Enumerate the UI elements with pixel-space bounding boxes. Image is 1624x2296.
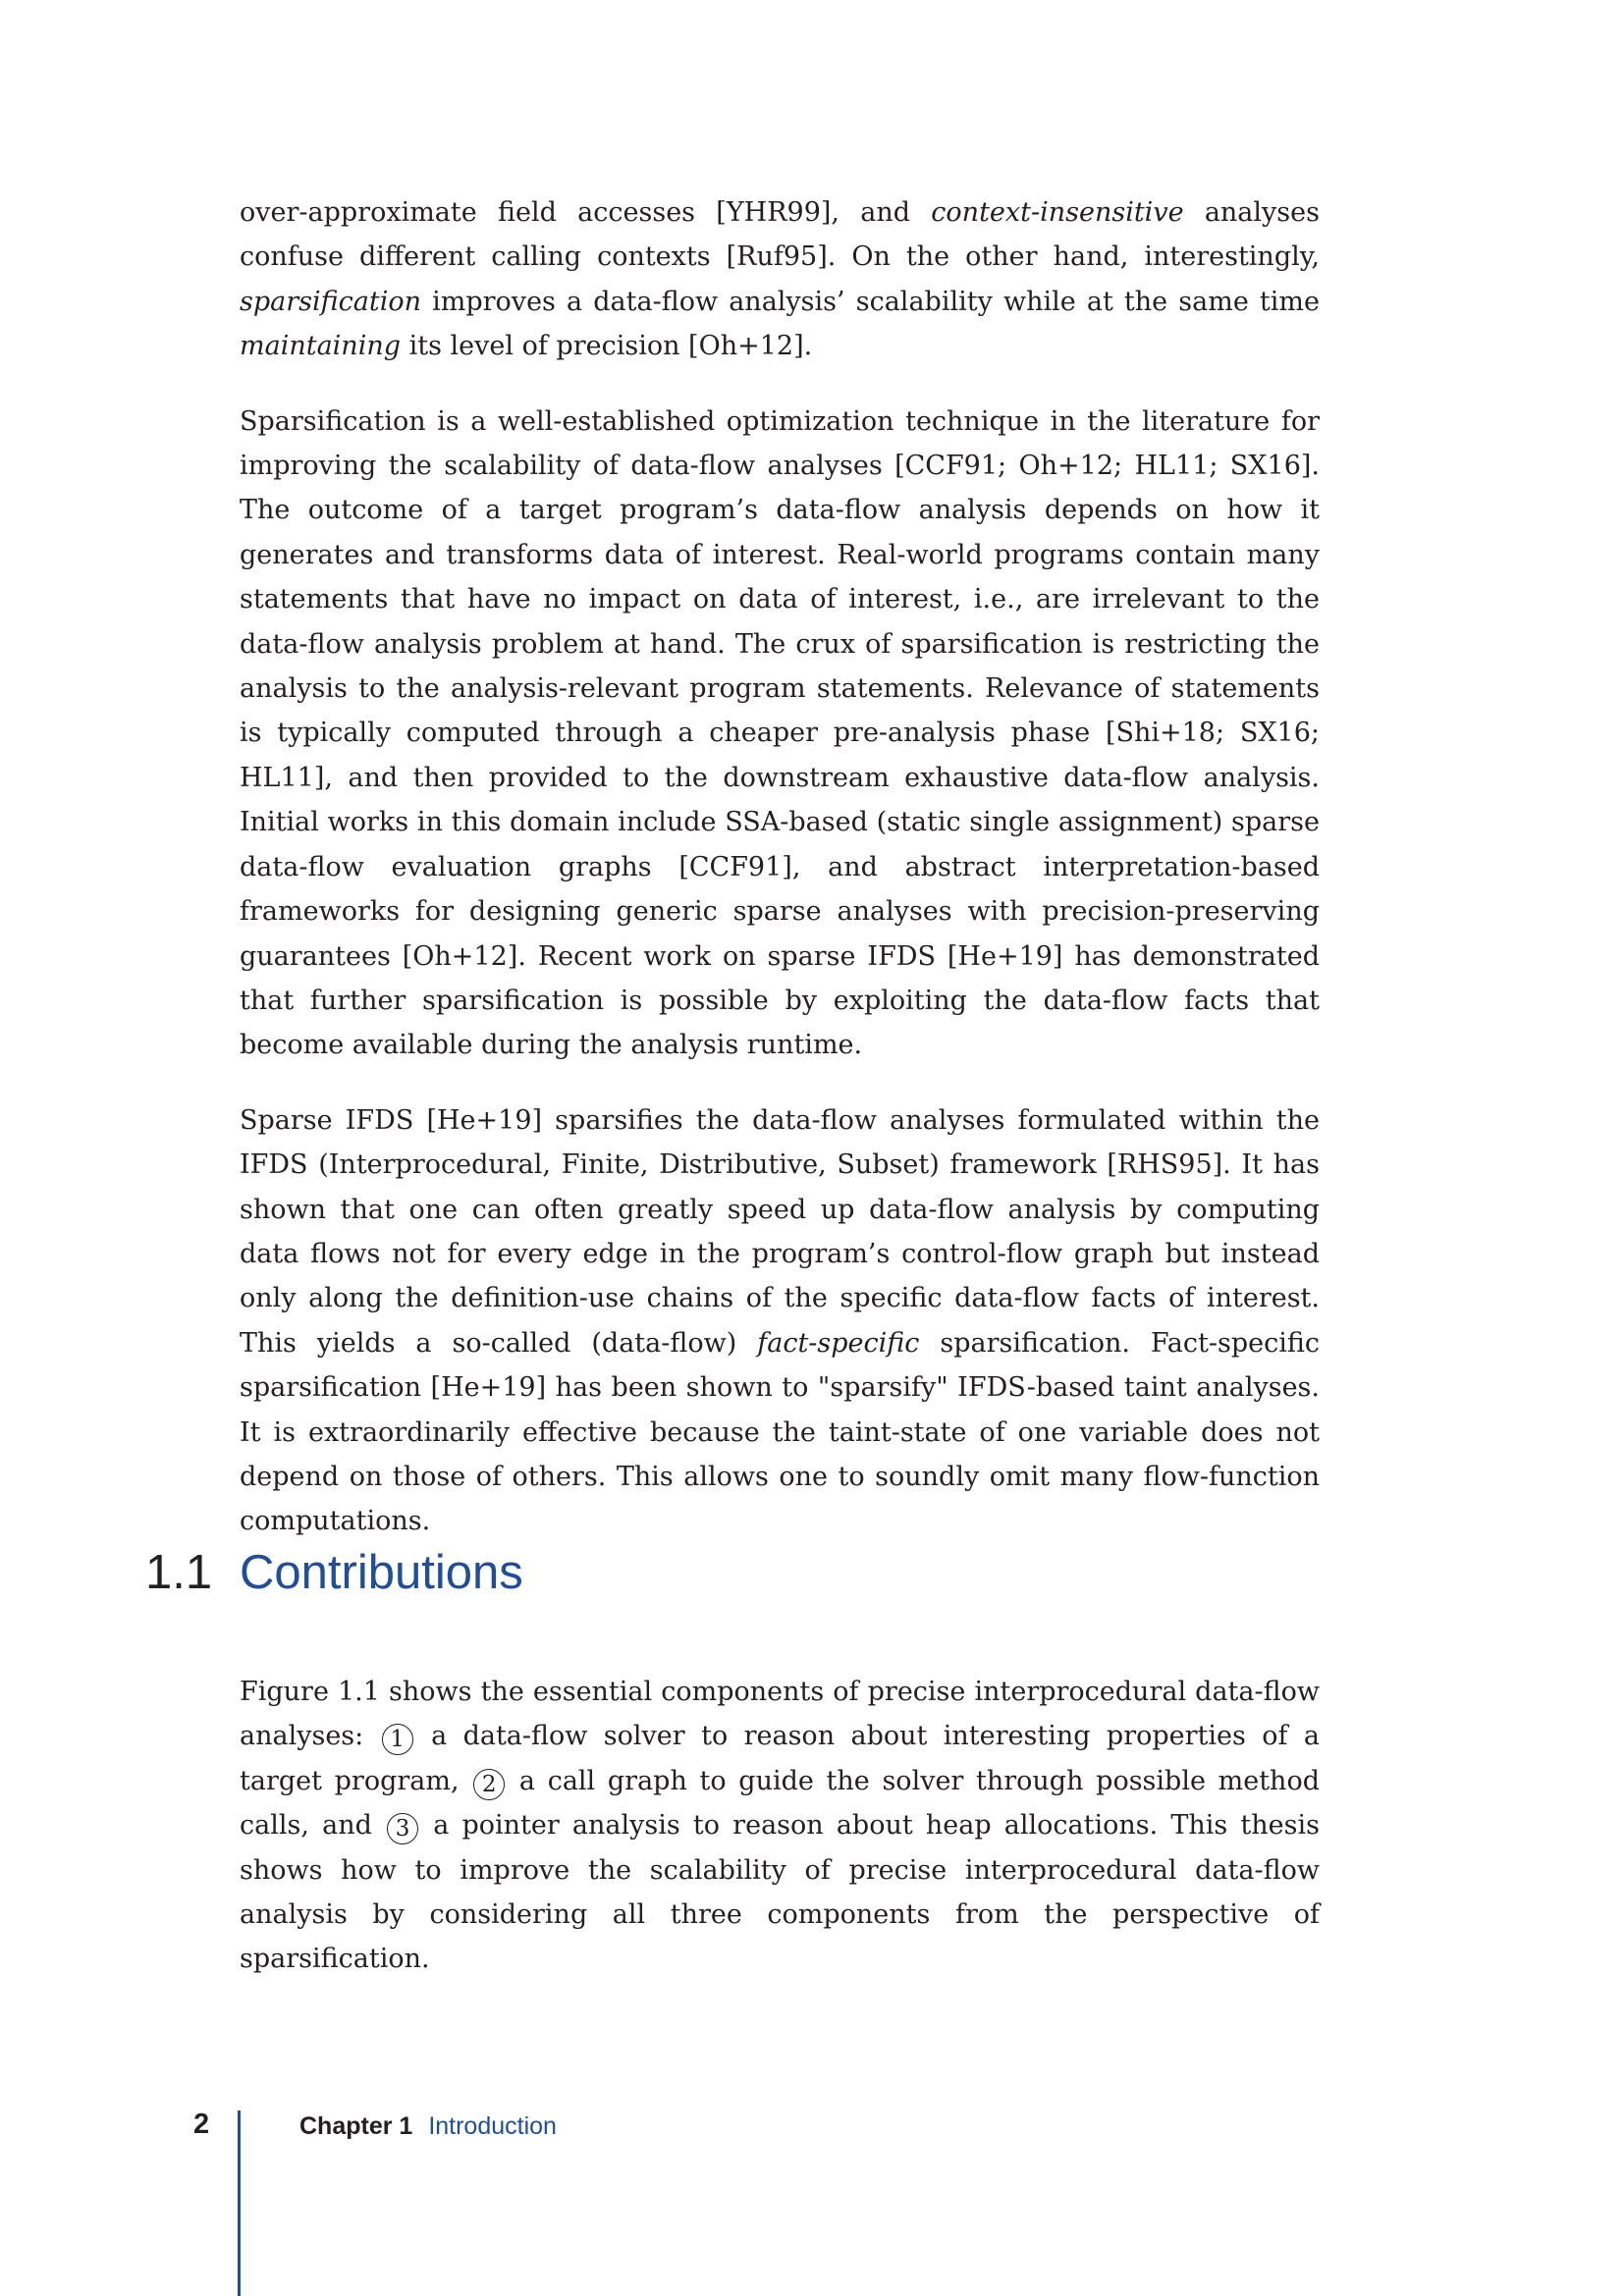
- paragraph-3-text: Sparse IFDS [He+19] sparsifies the data-flow analyses formulated within the IFDS (Interprocedural, Finite, Distributive, Subset) framework [RHS95]. It has shown that one can often greatly speed up data-flow analysis by computing data flows not for every edge in the program’s control-flow graph but instead only along the definition-use chains of the specific data-flow facts of interest. This yields a so-called (data-flow): [240, 1104, 1320, 1359]
- emphasis-maintaining: maintaining: [240, 331, 402, 362]
- paragraph-1-text: its level of precision [Oh+12].: [401, 331, 813, 362]
- section-heading: [145, 1543, 523, 1602]
- contributions-text: Figure 1.1 shows the essential components of precise interprocedural data-flow analyses:: [240, 1677, 1320, 1752]
- footer-chapter-title: Introduction: [428, 2112, 557, 2140]
- paragraph-1: [240, 190, 1320, 369]
- paragraph-3-text: sparsification. Fact-specific sparsification [He+19] has been shown to "sparsify" IFDS-based taint analyses. It is extraordinarily effective because the taint-state of one variable does not depend on those of others. This allows one to soundly omit many flow-function computations.: [240, 1327, 1320, 1537]
- contributions-text: a pointer analysis to reason about heap allocations. This thesis shows how to improve the scalability of precise interprocedural data-flow analysis by considering all three components from the perspective of sparsification.: [240, 1810, 1320, 1975]
- paragraph-3: [240, 1098, 1320, 1544]
- emphasis-context-insensitive: context-insensitive: [931, 197, 1184, 228]
- contributions-text: a data-flow solver to reason about interesting properties of a target program,: [240, 1721, 1320, 1796]
- contributions-text-block: [240, 1670, 1320, 1982]
- paragraph-2: Sparsification is a well-established optimization technique in the literature for improving the scalability of data-flow analyses [CCF91; Oh+12; HL11; SX16]. The outcome of a target program’s data-flow analysis depends on how it generates and transforms data of interest. Real-world programs contain many statements that have no impact on data of interest, i.e., are irrelevant to the data-flow analysis problem at hand. The crux of sparsification is restricting the analysis to the analysis-relevant program statements. Relevance of statements is typically computed through a cheaper pre-analysis phase [Shi+18; SX16; HL11], and then provided to the downstream exhaustive data-flow analysis. Initial works in this domain include SSA-based (static single assignment) sparse data-flow evaluation graphs [CCF91], and abstract interpretation-based frameworks for designing generic sparse analyses with precision-preserving guarantees [Oh+12]. Recent work on sparse IFDS [He+19] has demonstrated that further sparsification is possible by exploiting the data-flow facts that become available during the analysis runtime.: [240, 405, 1320, 1061]
- circled-number-3: 3: [387, 1813, 418, 1844]
- section-number: 1.1: [145, 1546, 213, 1599]
- contributions-text: a call graph to guide the solver through possible method calls, and: [240, 1765, 1320, 1842]
- emphasis-fact-specific: fact-specific: [757, 1327, 920, 1359]
- running-footer: [299, 2112, 557, 2141]
- footer-chapter-label: Chapter 1: [299, 2112, 413, 2140]
- section-title: Contributions: [240, 1546, 523, 1599]
- intro-text-block: [240, 190, 1320, 1544]
- paragraph-1-text: analyses confuse different calling contexts [Ruf95]. On the other hand, interestingly,: [240, 197, 1320, 273]
- circled-number-1: 1: [382, 1724, 413, 1755]
- contributions-paragraph: [240, 1670, 1320, 1982]
- paragraph-1-text: improves a data-flow analysis’ scalability while at the same time: [421, 286, 1320, 317]
- emphasis-sparsification: sparsification: [240, 286, 421, 317]
- footer-rule: [238, 2110, 241, 2296]
- paragraph-1-text: over-approximate field accesses [YHR99], and: [240, 197, 932, 228]
- page-number: 2: [193, 2109, 210, 2140]
- circled-number-2: 2: [473, 1769, 505, 1800]
